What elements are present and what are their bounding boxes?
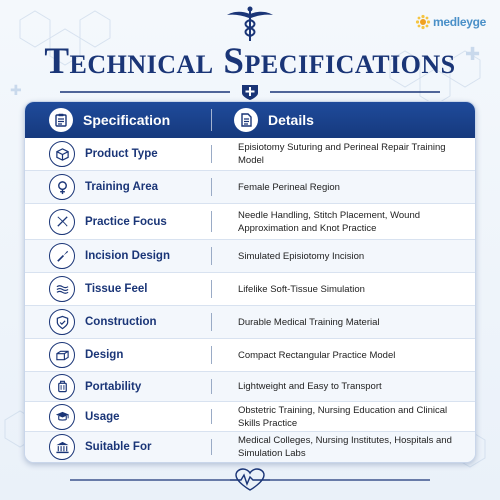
table-row	[25, 372, 475, 402]
graduation-cap-icon	[49, 404, 75, 430]
rectangular-block-icon	[49, 342, 75, 368]
spec-detail: Needle Handling, Stitch Placement, Wound Approximation and Knot Practice	[238, 209, 421, 234]
title-divider	[50, 84, 450, 100]
document-icon	[234, 108, 258, 132]
spec-detail: Female Perineal Region	[238, 181, 340, 193]
table-row	[25, 402, 475, 432]
caduceus-icon	[226, 6, 274, 42]
box-icon	[49, 141, 75, 167]
suitcase-icon	[49, 374, 75, 400]
spec-detail: Lifelike Soft-Tissue Simulation	[238, 283, 365, 295]
spec-label: Incision Design	[85, 250, 170, 262]
brand-logo	[415, 14, 486, 30]
spec-detail: Obstetric Training, Nursing Education and Clinical Skills Practice	[238, 404, 448, 429]
spec-detail: Compact Rectangular Practice Model	[238, 349, 396, 361]
table-row	[25, 240, 475, 273]
spec-label: Usage	[85, 410, 120, 423]
spec-label: Construction	[85, 316, 157, 328]
shield-check-icon	[49, 309, 75, 335]
svg-text:✚: ✚	[10, 83, 22, 99]
spec-label: Product Type	[85, 148, 158, 160]
specifications-table	[24, 101, 476, 463]
needle-icon	[49, 209, 75, 235]
brand-logo-text: medleyge	[433, 15, 486, 29]
spec-label: Tissue Feel	[85, 283, 148, 295]
spec-label: Suitable For	[85, 441, 152, 453]
table-row	[25, 432, 475, 462]
spec-label: Training Area	[85, 181, 159, 193]
header-details-label: Details	[268, 112, 314, 128]
header-details	[212, 108, 475, 132]
table-row	[25, 138, 475, 171]
spec-label: Design	[85, 349, 124, 361]
table-body	[25, 138, 475, 462]
sunflower-logo-icon	[415, 14, 431, 30]
table-row	[25, 306, 475, 339]
table-header	[25, 102, 475, 138]
page-title: Technical Specifications	[44, 41, 456, 82]
female-symbol-icon	[49, 174, 75, 200]
spec-detail: Lightweight and Easy to Transport	[238, 381, 382, 392]
spec-detail: Episiotomy Suturing and Perineal Repair Training Model	[238, 142, 446, 166]
table-row	[25, 171, 475, 204]
clipboard-icon	[49, 108, 73, 132]
table-row	[25, 273, 475, 306]
header-specification-label: Specification	[83, 112, 171, 128]
spec-label: Portability	[85, 380, 142, 393]
table-row	[25, 204, 475, 240]
institution-icon	[49, 434, 75, 460]
scalpel-icon	[49, 243, 75, 269]
svg-text:✚: ✚	[465, 44, 481, 65]
header-specification	[25, 108, 211, 132]
spec-detail: Durable Medical Training Material	[238, 316, 380, 328]
table-row	[25, 339, 475, 372]
spec-label: Practice Focus	[85, 215, 167, 228]
spec-detail: Simulated Episiotomy Incision	[238, 250, 365, 262]
spec-detail: Medical Colleges, Nursing Institutes, Hospitals and Simulation Labs	[238, 435, 452, 459]
heartbeat-divider	[50, 466, 450, 492]
tissue-layers-icon	[49, 276, 75, 302]
